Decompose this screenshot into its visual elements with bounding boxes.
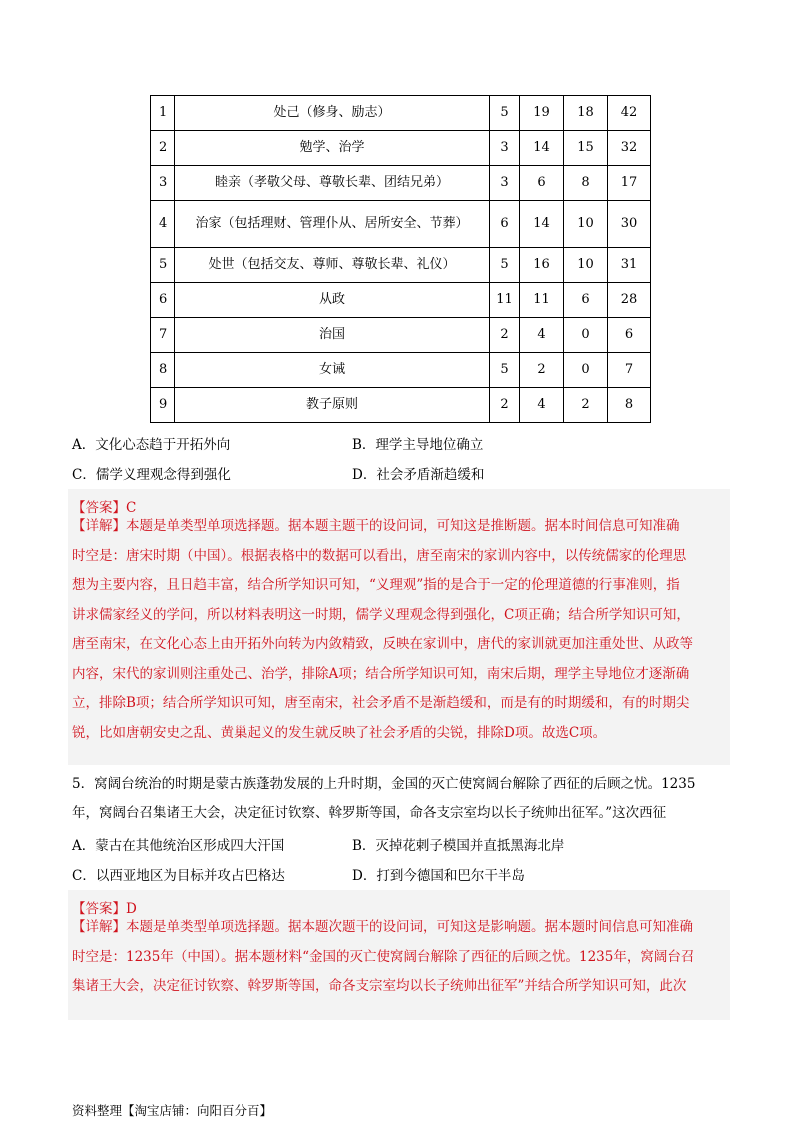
content-cell: 处己（修身、励志） xyxy=(175,96,490,131)
footer-source: 资料整理【淘宝店铺：向阳百分百】 xyxy=(72,1103,273,1118)
count-cell: 0 xyxy=(564,353,608,388)
table-row xyxy=(151,201,651,248)
q5-detail-line: 集诸王大会，决定征讨钦察、斡罗斯等国，命各支宗室均以长子统帅出征军”并结合所学知识可知，此次 xyxy=(72,978,687,994)
count-cell: 10 xyxy=(564,248,608,283)
q4-option-a: A．文化心态趋于开拓外向 xyxy=(72,437,231,453)
q4-detail-line: 唐至南宋，在文化心态上由开拓外向转为内敛精致，反映在家训中，唐代的家训就更加注重处世、从政等 xyxy=(72,636,693,652)
count-cell: 6 xyxy=(564,283,608,318)
q4-detail-line: 【详解】本题是单类型单项选择题。据本题主题干的设问词，可知这是推断题。据本时间信息可知准确 xyxy=(72,518,680,534)
row-number-cell: 2 xyxy=(151,131,175,166)
q5-answer: 【答案】D xyxy=(72,901,137,917)
q4-detail-line: 内容，宋代的家训则注重处己、治学，排除A项；结合所学知识可知，南宋后期，理学主导地位才逐渐确 xyxy=(72,665,690,682)
q4-answer: 【答案】C xyxy=(72,500,137,516)
total-cell: 17 xyxy=(608,166,651,201)
count-cell: 2 xyxy=(490,318,520,353)
family-instruction-table xyxy=(150,95,651,423)
q5-stem-line: 5．窝阔台统治的时期是蒙古族蓬勃发展的上升时期，金国的灭亡使窝阔台解除了西征的后顾之忧。1235 xyxy=(72,776,696,792)
q4-detail-line: 想为主要内容，且日趋丰富，结合所学知识可知，“义理观”指的是合于一定的伦理道德的行事准则，指 xyxy=(72,577,680,593)
q5-detail-line: 时空是：1235年（中国）。据本题材料“金国的灭亡使窝阔台解除了西征的后顾之忧。1235年，窝阔台召 xyxy=(72,948,695,965)
table-row xyxy=(151,353,651,388)
table-row xyxy=(151,131,651,166)
table-row xyxy=(151,96,651,131)
q5-option-c: C．以西亚地区为目标并攻占巴格达 xyxy=(72,868,285,884)
count-cell: 5 xyxy=(490,353,520,388)
table-body xyxy=(151,96,651,423)
content-cell: 教子原则 xyxy=(175,388,490,423)
total-cell: 7 xyxy=(608,353,651,388)
count-cell: 11 xyxy=(520,283,564,318)
count-cell: 15 xyxy=(564,131,608,166)
count-cell: 3 xyxy=(490,131,520,166)
q5-stem-line: 年，窝阔台召集诸王大会，决定征讨钦察、斡罗斯等国，命各支宗室均以长子统帅出征军。”这次西征 xyxy=(72,805,667,821)
q4-detail-line: 讲求儒家经义的学问，所以材料表明这一时期，儒学义理观念得到强化，C项正确；结合所学知识可知， xyxy=(72,606,690,623)
q4-detail-line: 时空是：唐宋时期（中国）。根据表格中的数据可以看出，唐至南宋的家训内容中，以传统儒家的伦理思 xyxy=(72,547,687,564)
row-number-cell: 7 xyxy=(151,318,175,353)
content-cell: 睦亲（孝敬父母、尊敬长辈、团结兄弟） xyxy=(175,166,490,201)
content-cell: 处世（包括交友、尊师、尊敬长辈、礼仪） xyxy=(175,248,490,283)
row-number-cell: 9 xyxy=(151,388,175,423)
total-cell: 8 xyxy=(608,388,651,423)
q5-detail xyxy=(72,913,726,1002)
q5-detail-line: 【详解】本题是单类型单项选择题。据本题次题干的设问词，可知这是影响题。据本题时间信息可知准确 xyxy=(72,919,693,935)
count-cell: 8 xyxy=(564,166,608,201)
total-cell: 28 xyxy=(608,283,651,318)
count-cell: 3 xyxy=(490,166,520,201)
count-cell: 18 xyxy=(564,96,608,131)
q4-option-d: D．社会矛盾渐趋缓和 xyxy=(352,467,485,483)
count-cell: 4 xyxy=(520,318,564,353)
count-cell: 2 xyxy=(564,388,608,423)
row-number-cell: 1 xyxy=(151,96,175,131)
count-cell: 4 xyxy=(520,388,564,423)
q4-option-c: C．儒学义理观念得到强化 xyxy=(72,467,231,483)
row-number-cell: 6 xyxy=(151,283,175,318)
count-cell: 2 xyxy=(520,353,564,388)
content-cell: 治家（包括理财、管理仆从、居所安全、节葬） xyxy=(175,201,490,248)
content-cell: 从政 xyxy=(175,283,490,318)
count-cell: 14 xyxy=(520,201,564,248)
q4-answer-box xyxy=(68,489,730,765)
q4-option-b: B．理学主导地位确立 xyxy=(352,437,484,453)
q5-answer-box xyxy=(68,890,730,1020)
row-number-cell: 3 xyxy=(151,166,175,201)
table-row xyxy=(151,388,651,423)
q4-detail xyxy=(72,512,726,748)
total-cell: 31 xyxy=(608,248,651,283)
total-cell: 32 xyxy=(608,131,651,166)
total-cell: 30 xyxy=(608,201,651,248)
content-cell: 女诫 xyxy=(175,353,490,388)
q4-detail-line: 锐，比如唐朝安史之乱、黄巢起义的发生就反映了社会矛盾的尖锐，排除D项。故选C项。 xyxy=(72,724,607,741)
table-row xyxy=(151,283,651,318)
table-row xyxy=(151,318,651,353)
table-row xyxy=(151,248,651,283)
table-row xyxy=(151,166,651,201)
count-cell: 11 xyxy=(490,283,520,318)
count-cell: 16 xyxy=(520,248,564,283)
q5-option-a: A．蒙古在其他统治区形成四大汗国 xyxy=(72,838,285,854)
count-cell: 14 xyxy=(520,131,564,166)
row-number-cell: 5 xyxy=(151,248,175,283)
total-cell: 42 xyxy=(608,96,651,131)
count-cell: 10 xyxy=(564,201,608,248)
count-cell: 19 xyxy=(520,96,564,131)
total-cell: 6 xyxy=(608,318,651,353)
count-cell: 6 xyxy=(490,201,520,248)
q5-option-d: D．打到今德国和巴尔干半岛 xyxy=(352,868,525,884)
content-cell: 勉学、治学 xyxy=(175,131,490,166)
q4-detail-line: 立，排除B项；结合所学知识可知，唐至南宋，社会矛盾不是渐趋缓和，而是有的时期缓和，有的时期尖 xyxy=(72,695,690,711)
row-number-cell: 4 xyxy=(151,201,175,248)
count-cell: 6 xyxy=(520,166,564,201)
content-cell: 治国 xyxy=(175,318,490,353)
q5-stem xyxy=(72,770,732,828)
row-number-cell: 8 xyxy=(151,353,175,388)
count-cell: 0 xyxy=(564,318,608,353)
count-cell: 5 xyxy=(490,96,520,131)
count-cell: 2 xyxy=(490,388,520,423)
count-cell: 5 xyxy=(490,248,520,283)
q5-option-b: B．灭掉花剌子模国并直抵黑海北岸 xyxy=(352,838,565,854)
